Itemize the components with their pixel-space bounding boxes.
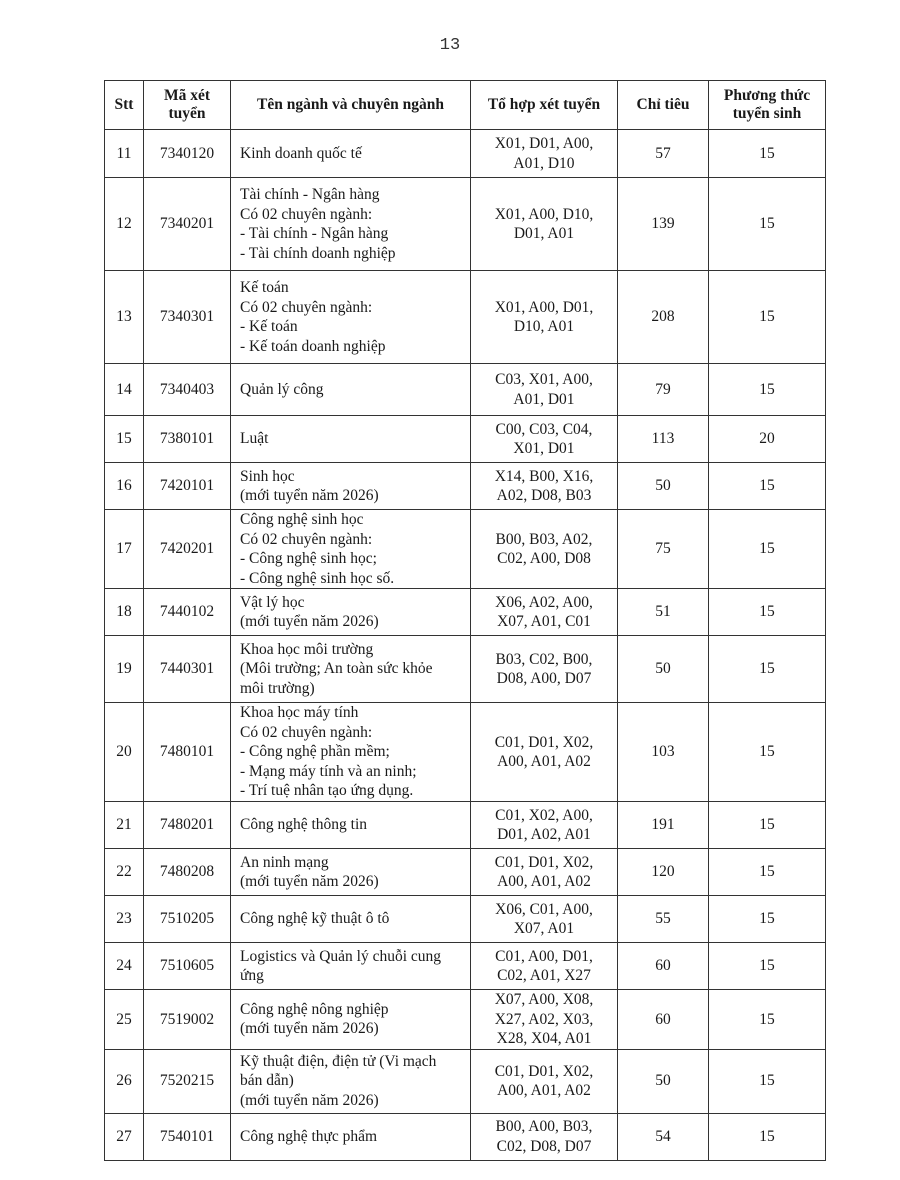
cell-to-hop <box>471 463 618 510</box>
cell-to-hop-line: C01, D01, X02, <box>494 853 594 871</box>
cell-ma-xet-tuyen: 7420201 <box>144 510 231 589</box>
cell-stt: 19 <box>105 636 144 703</box>
cell-ten-nganh <box>231 636 471 703</box>
cell-ten-nganh <box>231 990 471 1050</box>
cell-ten-nganh-line: (mới tuyển năm 2026) <box>240 1020 379 1038</box>
cell-phuong-thuc: 15 <box>709 364 826 416</box>
cell-stt: 27 <box>105 1113 144 1160</box>
cell-ten-nganh-line: Công nghệ thực phẩm <box>240 1127 378 1145</box>
cell-to-hop-line: A01, D10 <box>513 154 575 172</box>
cell-to-hop-line: X06, A02, A00, <box>495 593 593 611</box>
cell-to-hop-line: X01, D01, A00, <box>494 135 594 152</box>
cell-ten-nganh-line: Quản lý công <box>240 380 324 398</box>
cell-ma-xet-tuyen: 7510205 <box>144 896 231 943</box>
cell-ten-nganh <box>231 510 471 589</box>
cell-to-hop-line: A01, D01 <box>513 390 575 408</box>
table-header-row <box>105 81 826 130</box>
cell-to-hop-line: X01, D01 <box>513 440 575 457</box>
admissions-table <box>104 80 826 1161</box>
table-row <box>105 943 826 990</box>
table-body <box>105 130 826 1161</box>
cell-ten-nganh-line: - Kế toán <box>240 318 298 335</box>
cell-phuong-thuc: 15 <box>709 589 826 636</box>
cell-ten-nganh-line: - Công nghệ sinh học số. <box>240 569 395 587</box>
cell-to-hop-line: B00, B03, A02, <box>495 530 593 548</box>
cell-to-hop-line: D08, A00, D07 <box>496 670 592 687</box>
header-chi-tieu: Chỉ tiêu <box>618 81 709 130</box>
cell-to-hop <box>471 364 618 416</box>
cell-chi-tieu: 103 <box>618 703 709 802</box>
cell-ten-nganh <box>231 1049 471 1113</box>
cell-ten-nganh <box>231 364 471 416</box>
cell-to-hop <box>471 589 618 636</box>
cell-to-hop-line: A00, A01, A02 <box>497 753 591 770</box>
cell-chi-tieu: 55 <box>618 896 709 943</box>
table-row <box>105 178 826 271</box>
cell-to-hop-line: C00, C03, C04, <box>495 420 593 438</box>
cell-to-hop-line: X07, A01 <box>513 920 575 937</box>
cell-ten-nganh <box>231 943 471 990</box>
cell-to-hop <box>471 271 618 364</box>
cell-chi-tieu: 50 <box>618 636 709 703</box>
cell-stt: 22 <box>105 849 144 896</box>
page-number: 13 <box>439 36 461 55</box>
cell-to-hop-line: C01, D01, X02, <box>494 1062 594 1080</box>
cell-chi-tieu: 113 <box>618 416 709 463</box>
cell-to-hop <box>471 1113 618 1160</box>
cell-ma-xet-tuyen: 7340201 <box>144 178 231 271</box>
cell-chi-tieu: 50 <box>618 463 709 510</box>
cell-ten-nganh <box>231 416 471 463</box>
header-stt: Stt <box>105 81 144 130</box>
cell-chi-tieu: 139 <box>618 178 709 271</box>
cell-chi-tieu: 51 <box>618 589 709 636</box>
cell-to-hop-line: A00, A01, A02 <box>497 1082 591 1099</box>
cell-ten-nganh-line: Khoa học môi trường <box>240 640 374 658</box>
cell-stt: 20 <box>105 703 144 802</box>
table-row <box>105 896 826 943</box>
cell-ten-nganh-line: Tài chính - Ngân hàng <box>240 186 380 203</box>
cell-ten-nganh <box>231 589 471 636</box>
cell-chi-tieu: 50 <box>618 1049 709 1113</box>
cell-ten-nganh-line: Sinh học <box>240 467 295 485</box>
cell-stt: 25 <box>105 990 144 1050</box>
cell-ten-nganh-line: Kỹ thuật điện, điện tử (Vi mạch <box>240 1052 437 1070</box>
cell-ten-nganh <box>231 1113 471 1160</box>
cell-ten-nganh-line: (mới tuyển năm 2026) <box>240 487 379 504</box>
cell-to-hop <box>471 416 618 463</box>
cell-ten-nganh-line: bán dẫn) <box>240 1072 294 1090</box>
cell-chi-tieu: 79 <box>618 364 709 416</box>
cell-ten-nganh-line: Công nghệ kỹ thuật ô tô <box>240 910 390 928</box>
cell-ten-nganh-line: - Trí tuệ nhân tạo ứng dụng. <box>240 782 414 800</box>
cell-phuong-thuc: 15 <box>709 510 826 589</box>
cell-ten-nganh-line: Có 02 chuyên ngành: <box>240 298 373 316</box>
table-row <box>105 636 826 703</box>
cell-stt: 12 <box>105 178 144 271</box>
cell-to-hop-line: X07, A01, C01 <box>497 613 591 630</box>
table-row <box>105 1049 826 1113</box>
cell-ten-nganh-line: Công nghệ sinh học <box>240 511 364 528</box>
cell-ma-xet-tuyen: 7520215 <box>144 1049 231 1113</box>
table-row <box>105 463 826 510</box>
cell-ten-nganh <box>231 463 471 510</box>
cell-ten-nganh-line: - Công nghệ sinh học; <box>240 550 377 567</box>
cell-stt: 15 <box>105 416 144 463</box>
header-phuong-thuc <box>709 81 826 130</box>
cell-ten-nganh-line: (mới tuyển năm 2026) <box>240 613 379 630</box>
cell-ma-xet-tuyen: 7480208 <box>144 849 231 896</box>
cell-ten-nganh <box>231 802 471 849</box>
cell-to-hop-line: C02, A01, X27 <box>497 967 591 984</box>
cell-ma-xet-tuyen: 7480201 <box>144 802 231 849</box>
cell-ten-nganh <box>231 849 471 896</box>
cell-to-hop-line: C02, D08, D07 <box>496 1137 592 1155</box>
cell-stt: 26 <box>105 1049 144 1113</box>
cell-to-hop-line: C01, A00, D01, <box>495 947 593 965</box>
cell-ten-nganh <box>231 130 471 178</box>
cell-ten-nganh-line: Có 02 chuyên ngành: <box>240 205 373 223</box>
header-ten-nganh: Tên ngành và chuyên ngành <box>231 81 471 130</box>
cell-phuong-thuc: 15 <box>709 802 826 849</box>
table-row <box>105 802 826 849</box>
cell-ten-nganh-line: Có 02 chuyên ngành: <box>240 530 373 548</box>
cell-to-hop-line: D01, A02, A01 <box>497 826 591 843</box>
cell-ten-nganh-line: ứng <box>240 967 264 984</box>
cell-to-hop <box>471 703 618 802</box>
cell-to-hop-line: B00, A00, B03, <box>495 1118 593 1135</box>
cell-ten-nganh-line: Kinh doanh quốc tế <box>240 144 362 162</box>
cell-ten-nganh-line: Kế toán <box>240 279 289 296</box>
cell-ma-xet-tuyen: 7340120 <box>144 130 231 178</box>
cell-ma-xet-tuyen: 7510605 <box>144 943 231 990</box>
cell-to-hop <box>471 130 618 178</box>
cell-phuong-thuc: 15 <box>709 178 826 271</box>
cell-phuong-thuc: 15 <box>709 943 826 990</box>
cell-phuong-thuc: 15 <box>709 849 826 896</box>
table-row <box>105 364 826 416</box>
cell-to-hop-line: X27, A02, X03, <box>494 1010 594 1028</box>
cell-stt: 21 <box>105 802 144 849</box>
cell-stt: 24 <box>105 943 144 990</box>
header-ma-xet-tuyen <box>144 81 231 130</box>
table-row <box>105 589 826 636</box>
header-ma-line: tuyển <box>168 105 206 122</box>
table-row <box>105 990 826 1050</box>
cell-ten-nganh-line: An ninh mạng <box>240 853 329 871</box>
cell-to-hop-line: B03, C02, B00, <box>495 650 593 668</box>
cell-ma-xet-tuyen: 7440102 <box>144 589 231 636</box>
cell-to-hop-line: X28, X04, A01 <box>496 1030 592 1047</box>
cell-chi-tieu: 120 <box>618 849 709 896</box>
header-ma-line: Mã xét <box>163 87 211 104</box>
cell-ma-xet-tuyen: 7340301 <box>144 271 231 364</box>
cell-stt: 13 <box>105 271 144 364</box>
cell-to-hop-line: X06, C01, A00, <box>495 900 593 918</box>
cell-ten-nganh-line: - Tài chính doanh nghiệp <box>240 244 396 262</box>
table-row <box>105 1113 826 1160</box>
cell-ten-nganh-line: Logistics và Quản lý chuỗi cung <box>240 947 442 965</box>
cell-to-hop-line: C02, A00, D08 <box>497 550 591 567</box>
cell-to-hop <box>471 896 618 943</box>
header-phuong-thuc-line: tuyển sinh <box>732 105 802 122</box>
cell-ma-xet-tuyen: 7420101 <box>144 463 231 510</box>
cell-to-hop <box>471 802 618 849</box>
cell-phuong-thuc: 15 <box>709 130 826 178</box>
cell-to-hop <box>471 510 618 589</box>
cell-ten-nganh-line: (mới tuyển năm 2026) <box>240 873 379 890</box>
cell-chi-tieu: 60 <box>618 990 709 1050</box>
table-row <box>105 849 826 896</box>
cell-chi-tieu: 57 <box>618 130 709 178</box>
header-to-hop: Tổ hợp xét tuyển <box>471 81 618 130</box>
cell-to-hop-line: C01, D01, X02, <box>494 733 594 751</box>
cell-ten-nganh <box>231 703 471 802</box>
cell-chi-tieu: 54 <box>618 1113 709 1160</box>
cell-phuong-thuc: 15 <box>709 990 826 1050</box>
cell-phuong-thuc: 15 <box>709 271 826 364</box>
cell-ma-xet-tuyen: 7540101 <box>144 1113 231 1160</box>
cell-stt: 14 <box>105 364 144 416</box>
cell-ma-xet-tuyen: 7380101 <box>144 416 231 463</box>
cell-ten-nganh-line: - Mạng máy tính và an ninh; <box>240 762 417 780</box>
cell-ten-nganh-line: - Tài chính - Ngân hàng <box>240 225 389 242</box>
table-row <box>105 703 826 802</box>
cell-phuong-thuc: 15 <box>709 463 826 510</box>
cell-stt: 11 <box>105 130 144 178</box>
cell-to-hop <box>471 636 618 703</box>
cell-ten-nganh-line: (Môi trường; An toàn sức khỏe <box>240 660 433 678</box>
cell-chi-tieu: 208 <box>618 271 709 364</box>
table-row <box>105 510 826 589</box>
cell-to-hop-line: D01, A01 <box>513 225 575 242</box>
header-phuong-thuc-line: Phương thức <box>723 87 811 104</box>
cell-to-hop-line: A00, A01, A02 <box>497 873 591 890</box>
cell-to-hop <box>471 990 618 1050</box>
cell-phuong-thuc: 15 <box>709 636 826 703</box>
cell-ten-nganh <box>231 896 471 943</box>
cell-ma-xet-tuyen: 7480101 <box>144 703 231 802</box>
cell-chi-tieu: 60 <box>618 943 709 990</box>
cell-ten-nganh-line: - Kế toán doanh nghiệp <box>240 337 386 355</box>
cell-chi-tieu: 75 <box>618 510 709 589</box>
cell-ten-nganh-line: Vật lý học <box>240 593 305 611</box>
cell-ten-nganh-line: môi trường) <box>240 679 315 697</box>
cell-to-hop-line: C03, X01, A00, <box>495 371 593 388</box>
cell-to-hop-line: A02, D08, B03 <box>496 487 592 504</box>
cell-to-hop <box>471 849 618 896</box>
cell-to-hop-line: C01, X02, A00, <box>495 806 593 824</box>
table-row <box>105 416 826 463</box>
cell-to-hop-line: X01, A00, D10, <box>494 205 594 223</box>
cell-ten-nganh <box>231 178 471 271</box>
cell-ten-nganh-line: - Công nghệ phần mềm; <box>240 743 390 761</box>
cell-to-hop <box>471 943 618 990</box>
cell-ten-nganh-line: Có 02 chuyên ngành: <box>240 723 373 741</box>
cell-phuong-thuc: 15 <box>709 896 826 943</box>
cell-to-hop-line: X14, B00, X16, <box>494 467 594 485</box>
cell-stt: 16 <box>105 463 144 510</box>
cell-ten-nganh-line: Công nghệ nông nghiệp <box>240 1000 389 1018</box>
cell-to-hop-line: X01, A00, D01, <box>494 298 594 316</box>
cell-ten-nganh <box>231 271 471 364</box>
cell-ma-xet-tuyen: 7340403 <box>144 364 231 416</box>
cell-ten-nganh-line: Khoa học máy tính <box>240 704 359 722</box>
cell-to-hop-line: D10, A01 <box>513 318 575 335</box>
cell-phuong-thuc: 15 <box>709 703 826 802</box>
cell-stt: 18 <box>105 589 144 636</box>
cell-ten-nganh-line: Công nghệ thông tin <box>240 816 368 834</box>
cell-ten-nganh-line: (mới tuyển năm 2026) <box>240 1091 379 1109</box>
cell-chi-tieu: 191 <box>618 802 709 849</box>
cell-phuong-thuc: 15 <box>709 1113 826 1160</box>
cell-phuong-thuc: 15 <box>709 1049 826 1113</box>
cell-stt: 17 <box>105 510 144 589</box>
cell-phuong-thuc: 20 <box>709 416 826 463</box>
cell-ma-xet-tuyen: 7440301 <box>144 636 231 703</box>
cell-to-hop <box>471 178 618 271</box>
table-row <box>105 130 826 178</box>
cell-stt: 23 <box>105 896 144 943</box>
table-row <box>105 271 826 364</box>
cell-to-hop-line: X07, A00, X08, <box>494 991 594 1008</box>
cell-ma-xet-tuyen: 7519002 <box>144 990 231 1050</box>
cell-ten-nganh-line: Luật <box>240 430 269 448</box>
cell-to-hop <box>471 1049 618 1113</box>
